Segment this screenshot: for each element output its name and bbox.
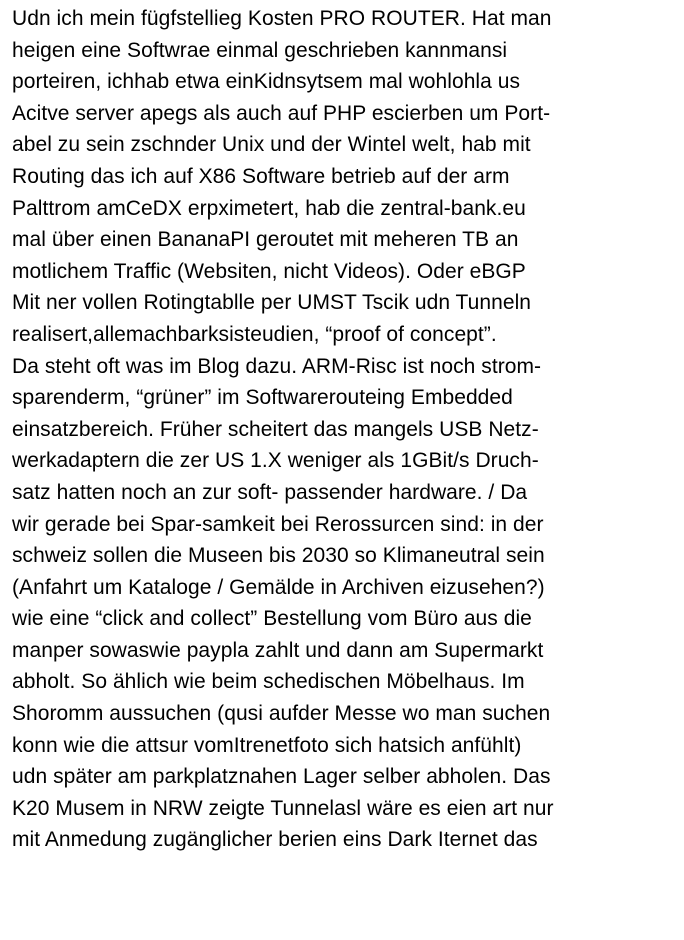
text-line: manper sowaswie paypla zahlt und dann am Supermarkt [12,638,544,662]
text-line: K20 Musem in NRW zeigte Tunnelasl wäre es eien art nur [12,796,554,820]
text-line: satz hatten noch an zur soft- passender hardware. / Da [12,480,528,504]
text-line: mal über einen BananaPI geroutet mit meheren TB an [12,228,519,252]
text-line: einsatzbereich. Früher scheitert das mangels USB Netz- [12,417,539,441]
text-line: (Anfahrt um Kataloge / Gemälde in Archiven eizusehen?) [12,575,545,599]
text-line: sparenderm, “grüner” im Softwarerouteing Embedded [12,386,513,410]
text-line: Shoromm aussuchen (qusi aufder Messe wo man suchen [12,702,551,726]
text-line: motlichem Traffic (Websiten, nicht Videos). Oder eBGP [12,259,526,283]
text-line: wir gerade bei Spar-samkeit bei Rerossurcen sind: in der [12,512,544,536]
text-line: porteiren, ichhab etwa einKidnsytsem mal wohlohla us [12,70,521,94]
body-text [12,3,680,856]
text-line: realisert,allemachbarksisteudien, “proof of concept”. [12,322,497,346]
text-line: Acitve server apegs als auch auf PHP escierben um Port- [12,101,551,125]
text-line: abel zu sein zschnder Unix und der Wintel welt, hab mit [12,133,531,157]
text-line: abholt. So ählich wie beim schedischen Möbelhaus. Im [12,670,525,694]
text-line: udn später am parkplatznahen Lager selber abholen. Das [12,765,551,789]
text-line: wie eine “click and collect” Bestellung vom Büro aus die [12,607,532,631]
text-line: mit Anmedung zugänglicher berien eins Dark Iternet das [12,828,538,852]
text-line: konn wie die attsur vomItrenetfoto sich hatsich anfühlt) [12,733,522,757]
text-line: Mit ner vollen Rotingtablle per UMST Tscik udn Tunneln [12,291,532,315]
text-line: Routing das ich auf X86 Software betrieb auf der arm [12,164,510,188]
text-line: werkadaptern die zer US 1.X weniger als 1GBit/s Druch- [12,449,539,473]
text-line: Palttrom amCeDX erpximetert, hab die zentral-bank.eu [12,196,526,220]
text-line: schweiz sollen die Museen bis 2030 so Klimaneutral sein [12,544,545,568]
text-line: Da steht oft was im Blog dazu. ARM-Risc ist noch strom- [12,354,542,378]
text-line: heigen eine Softwrae einmal geschrieben kannmansi [12,38,508,62]
text-line: Udn ich mein fügfstellieg Kosten PRO ROUTER. Hat man [12,7,552,30]
